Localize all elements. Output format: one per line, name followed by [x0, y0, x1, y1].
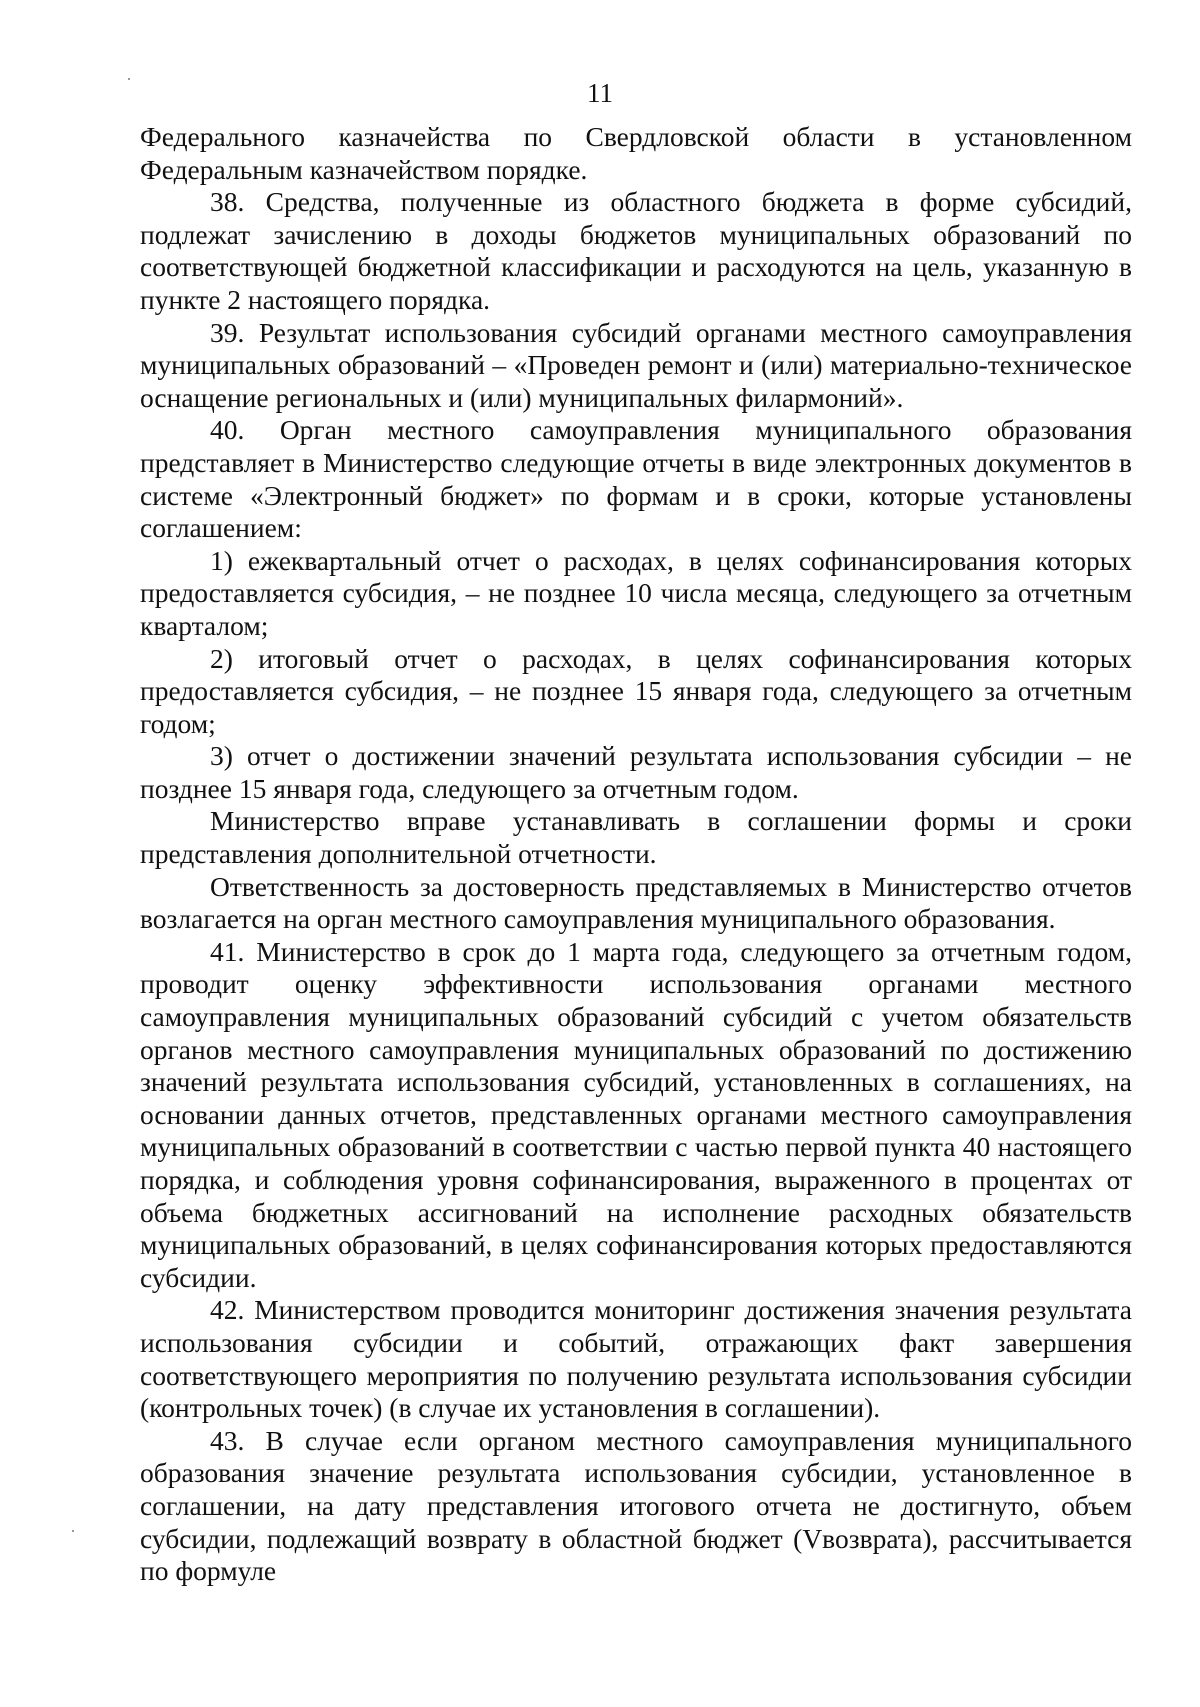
page-number: 11	[587, 78, 613, 108]
paragraph-40-item-3: 3) отчет о достижении значений результата использования субсидии – не позднее 15 января года, следующего за отчетным годом.	[140, 740, 1132, 804]
paragraph-39: 39. Результат использования субсидий органами местного самоуправления муниципальных образований – «Проведен ремонт и (или) материально-техническое оснащение региональных и (или) муниципальных филармоний».	[140, 316, 1132, 413]
paragraph-40-item-1: 1) ежеквартальный отчет о расходах, в целях софинансирования которых предоставляется субсидия, – не позднее 10 числа месяца, следующего за отчетным кварталом;	[140, 544, 1132, 641]
paragraph-38: 38. Средства, полученные из областного бюджета в форме субсидий, подлежат зачислению в доходы бюджетов муниципальных образований по соответствующей бюджетной классификации и расходуются на цель, указанную в пункте 2 настоящего порядка.	[140, 186, 1132, 315]
paragraph-continuation: Федерального казначейства по Свердловской области в установленном Федеральным казначейством порядке.	[140, 121, 1132, 185]
paragraph-40-responsibility: Ответственность за достоверность представляемых в Министерство отчетов возлагается на орган местного самоуправления муниципального образования.	[140, 870, 1132, 935]
paragraph-43: 43. В случае если органом местного самоуправления муниципального образования значение результата использования субсидии, установленное в соглашении, на дату представления итогового отчета не достигнуто, объем субсидии, подлежащий возврату в областной бюджет (Vвозврата), рассчитывается по формуле	[140, 1424, 1132, 1587]
paragraph-42: 42. Министерством проводится мониторинг достижения значения результата использования субсидии и событий, отражающих факт завершения соответствующего мероприятия по получению результата использования субсидии (контрольных точек) (в случае их установления в соглашении).	[140, 1294, 1132, 1424]
scan-speck	[72, 1530, 74, 1532]
paragraph-40: 40. Орган местного самоуправления муниципального образования представляет в Министерство следующие отчеты в виде электронных документов в системе «Электронный бюджет» по формам и в сроки, которые установлены соглашением:	[140, 414, 1132, 544]
paragraph-41: 41. Министерство в срок до 1 марта года, следующего за отчетным годом, проводит оценку эффективности использования органами местного самоуправления муниципальных образований субсидий с учетом обязательств органов местного самоуправления муниципальных образований по достижению значений результата использования субсидий, установленных в соглашениях, на основании данных отчетов, представленных органами местного самоуправления муниципальных образований в соответствии с частью первой пункта 40 настоящего порядка, и соблюдения уровня софинансирования, выраженного в процентах от объема бюджетных ассигнований на исполнение расходных обязательств муниципальных образований, в целях софинансирования которых предоставляются субсидии.	[140, 935, 1132, 1293]
paragraph-40-item-2: 2) итоговый отчет о расходах, в целях софинансирования которых предоставляется субсидия, – не позднее 15 января года, следующего за отчетным годом;	[140, 642, 1132, 739]
paragraph-40-ministry: Министерство вправе устанавливать в соглашении формы и сроки представления дополнительной отчетности.	[140, 805, 1132, 870]
document-body	[140, 121, 1132, 1588]
